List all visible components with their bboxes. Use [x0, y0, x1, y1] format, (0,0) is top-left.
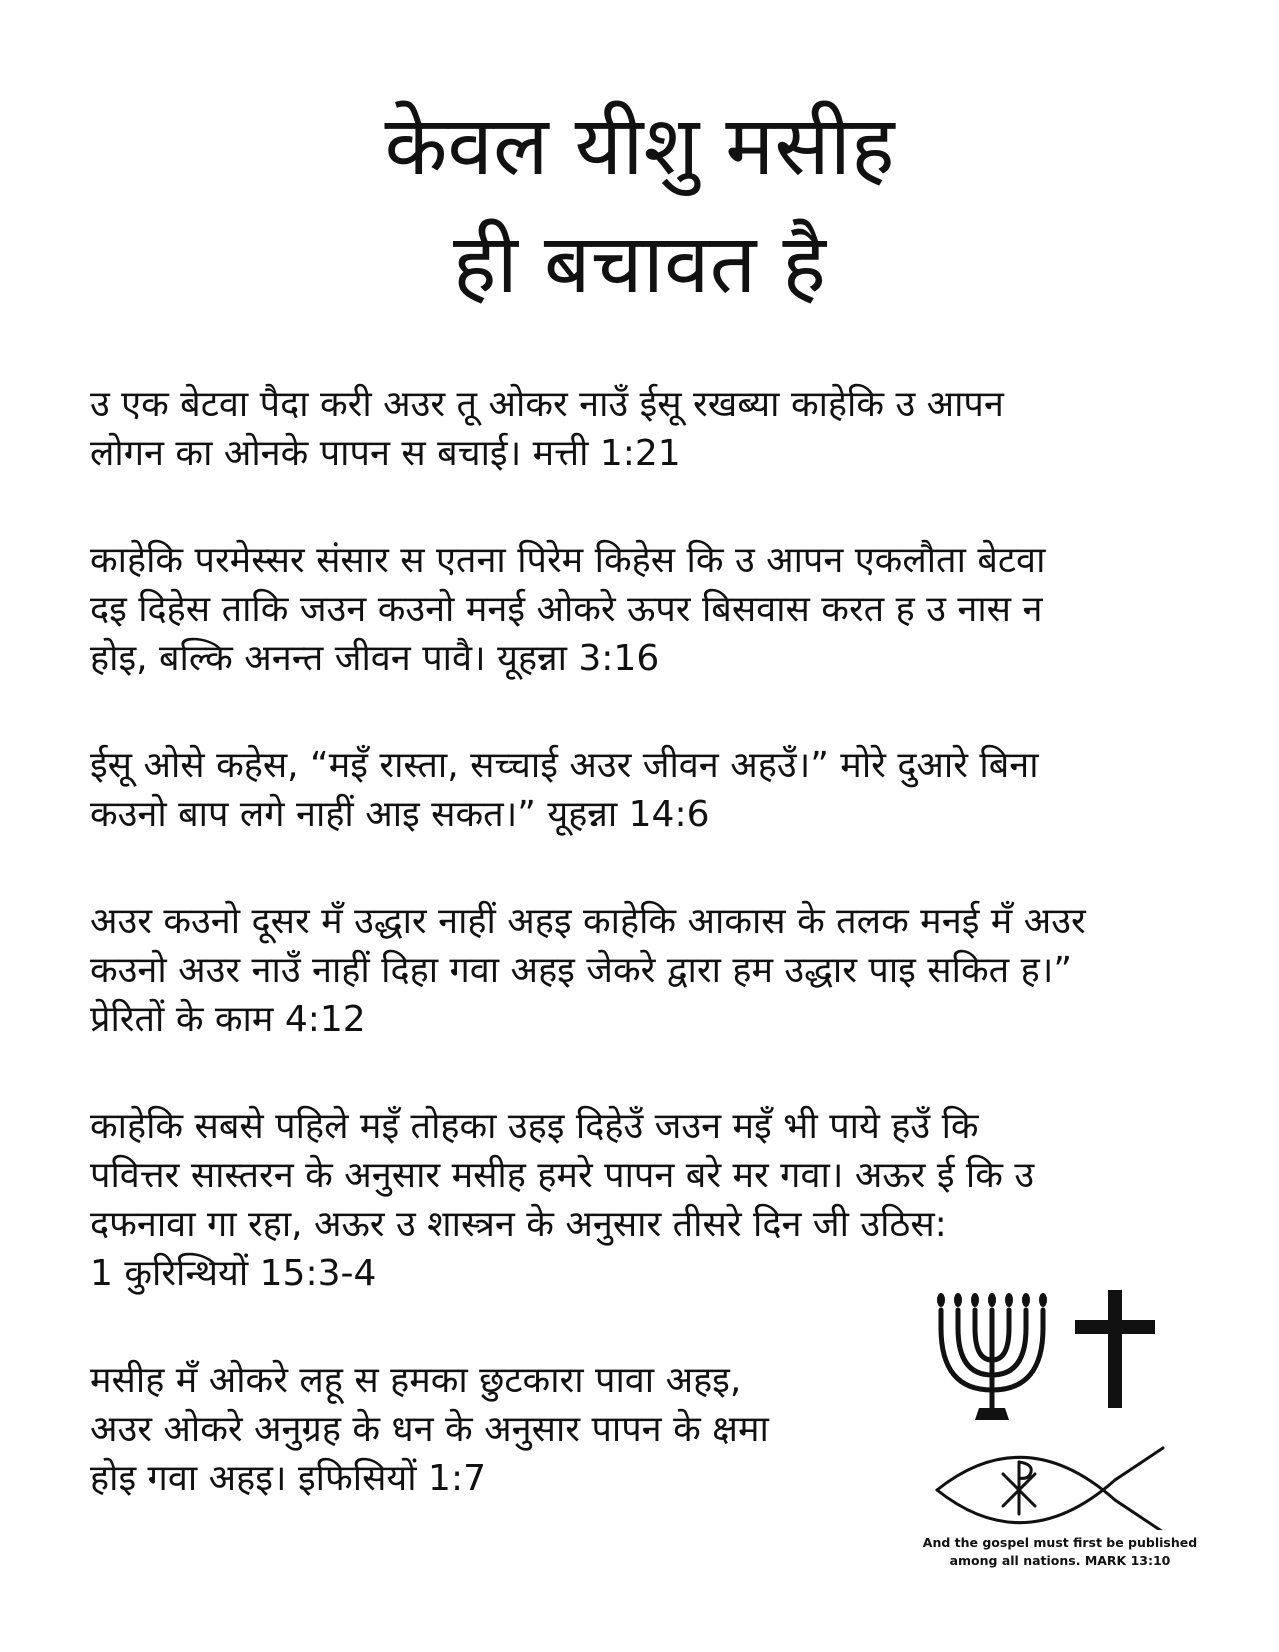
verse-line: 1 कुरिन्थियों 15:3-4: [90, 1253, 377, 1294]
verse-line: दफनावा गा रहा, अऊर उ शास्त्रन के अनुसार तीसरे दिन जी उठिस:: [90, 1204, 947, 1245]
ichthys-chi-rho-icon: [937, 1448, 1163, 1530]
caption: [910, 1534, 1210, 1570]
verse-line: होइ गवा अहइ। इफिसियों 1:7: [90, 1458, 486, 1499]
verse-line: कउनो अउर नाउँ नाहीं दिहा गवा अहइ जेकरे द्वारा हम उद्धार पाइ सकित ह।”: [90, 950, 1072, 991]
page-title: [0, 88, 1279, 324]
verse-line: कउनो बाप लगे नाहीं आइ सकत।” यूहन्ना 14:6: [90, 794, 710, 835]
title-line-2: ही बचावत है: [453, 217, 826, 312]
verse-line: पवित्तर सास्तरन के अनुसार मसीह हमरे पापन बरे मर गवा। अऊर ई कि उ: [90, 1155, 1035, 1196]
verse-line: काहेकि परमेस्सर संसार स एतना पिरेम किहेस कि उ आपन एकलौता बेटवा: [90, 540, 1046, 581]
verse-line: ईसू ओसे कहेस, “मइँ रास्ता, सच्चाई अउर जीवन अहउँ।” मोरे दुआरे बिना: [90, 745, 1039, 786]
menorah-icon: [937, 1293, 1047, 1420]
verse-acts-4-12: [90, 897, 1180, 1044]
verse-line: होइ, बल्कि अनन्त जीवन पावै। यूहन्ना 3:16: [90, 638, 660, 679]
verse-ephesians-1-7: [90, 1356, 850, 1503]
verse-line: मसीह मँ ओकरे लहू स हमका छुटकारा पावा अहइ,: [90, 1360, 742, 1401]
faith-symbols: [935, 1290, 1185, 1530]
caption-line-2: among all nations. MARK 13:10: [949, 1553, 1171, 1568]
verse-line: लोगन का ओनके पापन स बचाई। मत्ती 1:21: [90, 433, 681, 474]
verse-line: दइ दिहेस ताकि जउन कउनो मनई ओकरे ऊपर बिसवास करत ह उ नास न: [90, 589, 1043, 630]
verse-john-14-6: [90, 741, 1180, 839]
verse-line: अउर कउनो दूसर मँ उद्धार नाहीं अहइ काहेकि आकास के तलक मनई मँ अउर: [90, 901, 1086, 942]
verse-1-corinthians-15-3-4: [90, 1102, 1180, 1298]
verse-matthew-1-21: [90, 380, 1180, 478]
verse-line: प्रेरितों के काम 4:12: [90, 999, 366, 1040]
cross-icon: [1075, 1290, 1155, 1408]
title-line-1: केवल यीशु मसीह: [384, 99, 895, 194]
verse-line: काहेकि सबसे पहिले मइँ तोहका उहइ दिहेउँ जउन मइँ भी पाये हउँ कि: [90, 1106, 979, 1147]
verse-line: अउर ओकरे अनुग्रह के धन के अनुसार पापन के क्षमा: [90, 1409, 769, 1450]
verse-john-3-16: [90, 536, 1180, 683]
caption-line-1: And the gospel must first be published: [922, 1535, 1198, 1550]
verse-line: उ एक बेटवा पैदा करी अउर तू ओकर नाउँ ईसू रखब्या काहेकि उ आपन: [90, 384, 1004, 425]
